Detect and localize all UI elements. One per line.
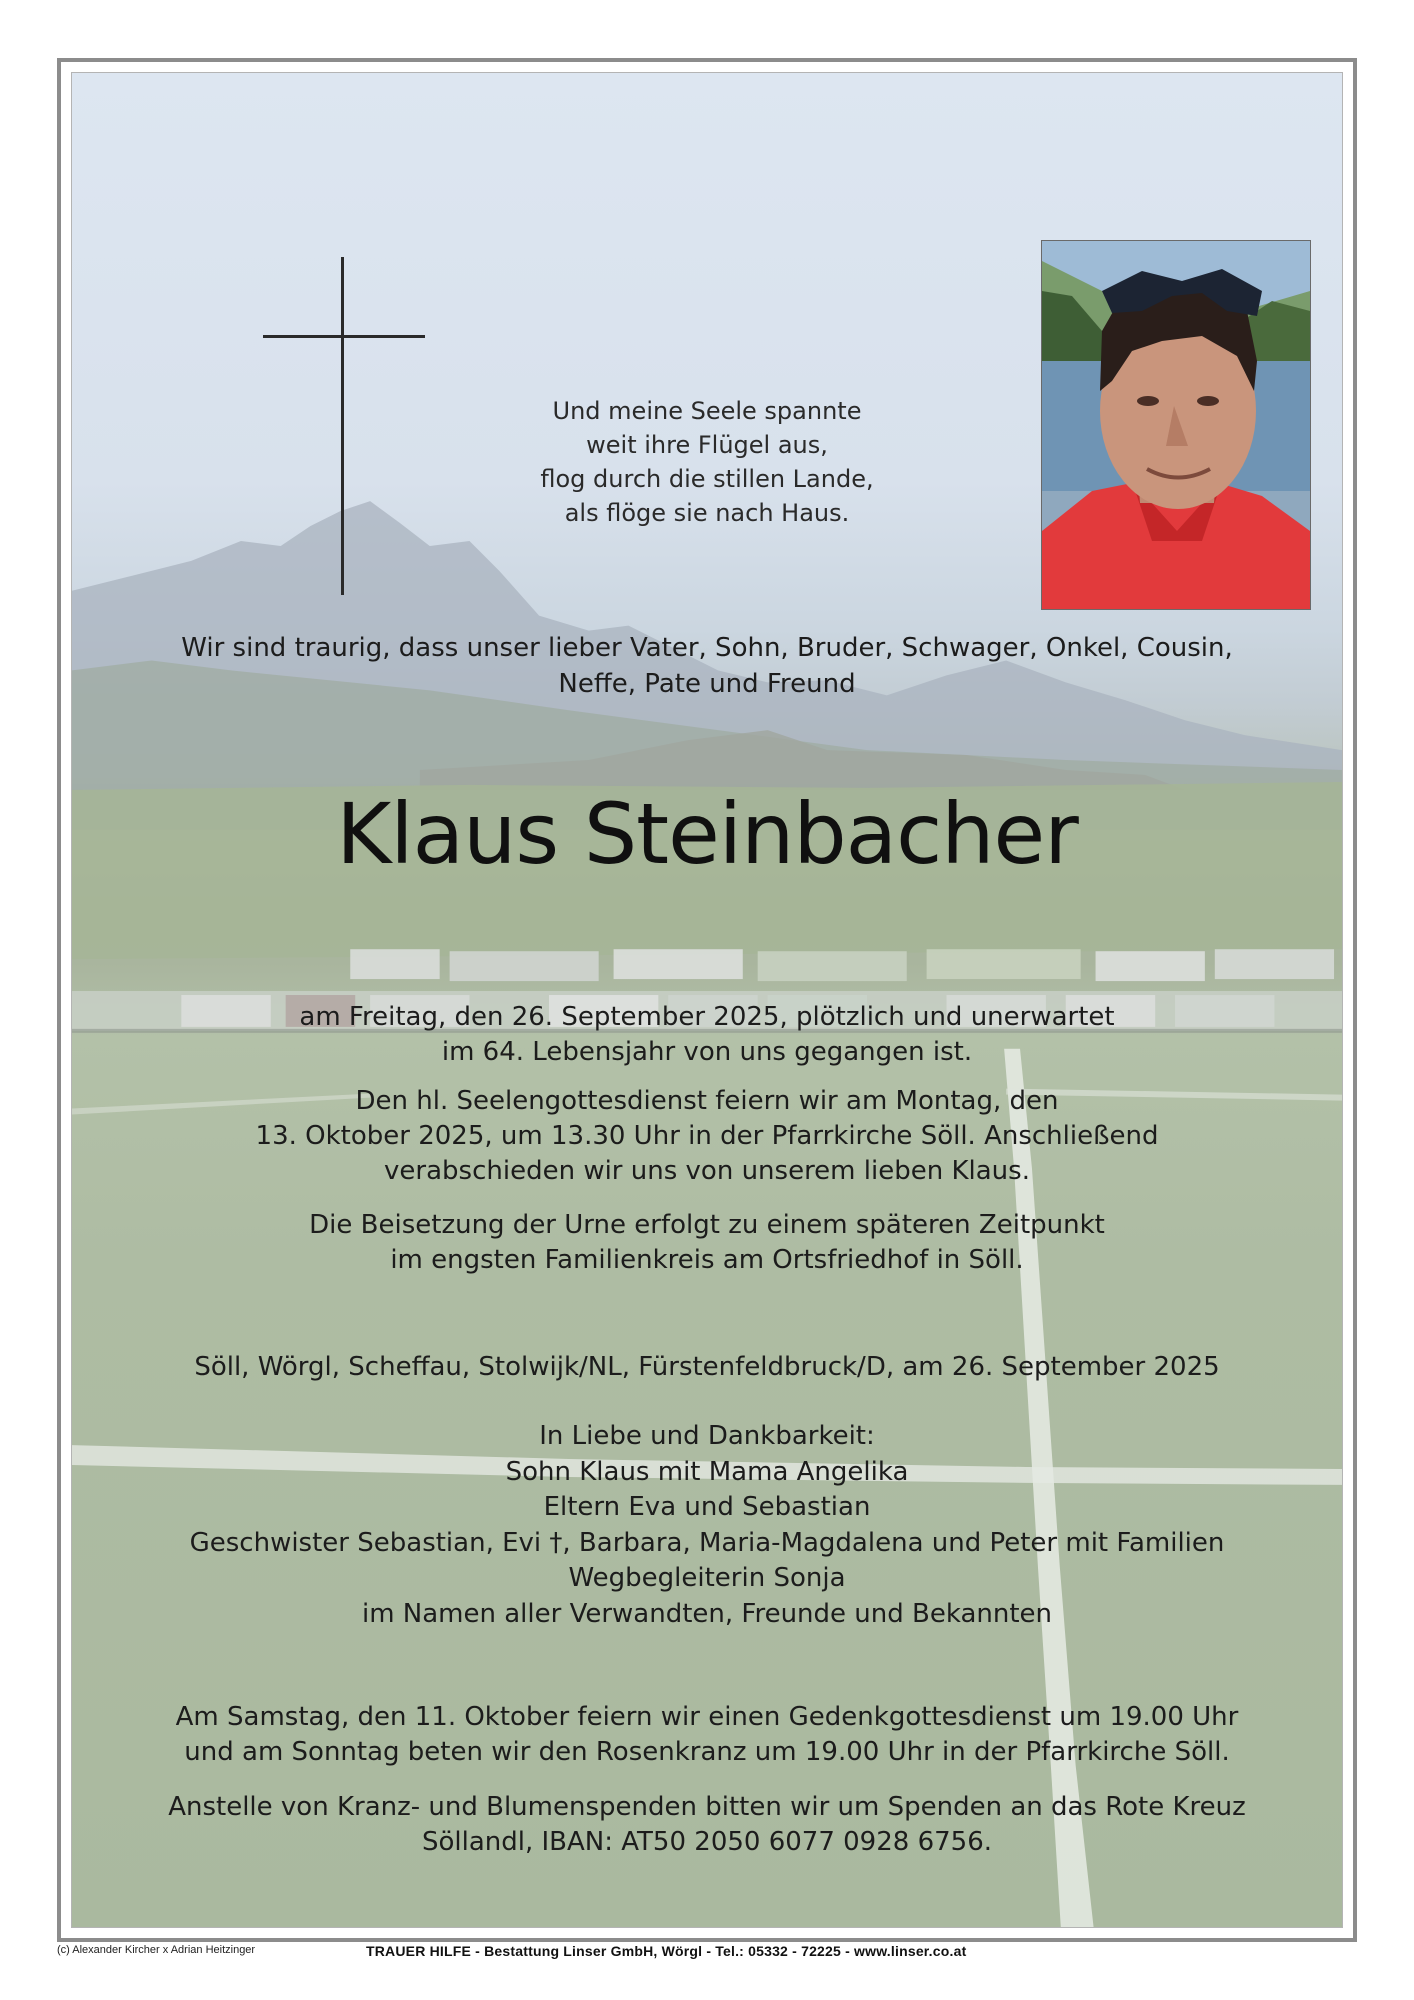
burial-notice-line: im engsten Familienkreis am Ortsfriedhof in Söll. xyxy=(390,1245,1024,1275)
cross-icon-bar xyxy=(263,335,425,338)
footer-imprint: TRAUER HILFE - Bestattung Linser GmbH, Wörgl - Tel.: 05332 - 72225 - www.linser.co.at xyxy=(366,1943,967,1959)
mass-notice-line: verabschieden wir uns von unserem lieben Klaus. xyxy=(384,1156,1030,1186)
poem-line: als flöge sie nach Haus. xyxy=(564,499,850,527)
intro-line: Wir sind traurig, dass unser lieber Vater, Sohn, Bruder, Schwager, Onkel, Cousin, xyxy=(181,633,1233,663)
photo-copyright: (c) Alexander Kircher x Adrian Heitzinger xyxy=(57,1944,256,1956)
poem-line: weit ihre Flügel aus, xyxy=(586,431,828,459)
mass-notice-line: 13. Oktober 2025, um 13.30 Uhr in der Pfarrkirche Söll. Anschließend xyxy=(255,1121,1159,1151)
places-date: Söll, Wörgl, Scheffau, Stolwijk/NL, Fürstenfeldbruck/D, am 26. September 2025 xyxy=(194,1352,1220,1382)
mass-notice xyxy=(60,1084,1354,1189)
death-notice-line: am Freitag, den 26. September 2025, plötzlich und unerwartet xyxy=(299,1002,1115,1032)
poem-line: Und meine Seele spannte xyxy=(552,397,862,425)
memorial-notice-line: Am Samstag, den 11. Oktober feiern wir einen Gedenkgottesdienst um 19.00 Uhr xyxy=(175,1702,1239,1732)
donation-notice-line: Anstelle von Kranz- und Blumenspenden bitten wir um Spenden an das Rote Kreuz xyxy=(168,1792,1246,1822)
deceased-name: Klaus Steinbacher xyxy=(336,785,1078,883)
donation-notice-line: Söllandl, IBAN: AT50 2050 6077 0928 6756. xyxy=(421,1827,993,1857)
mourners-line: Sohn Klaus mit Mama Angelika xyxy=(505,1456,909,1487)
mourners-line: Wegbegleiterin Sonja xyxy=(568,1563,846,1593)
mourners-line: im Namen aller Verwandten, Freunde und Bekannten xyxy=(361,1598,1053,1629)
mourners-line: Eltern Eva und Sebastian xyxy=(543,1492,871,1522)
memorial-notice xyxy=(60,1700,1354,1770)
mourners-list xyxy=(60,1419,1354,1632)
death-notice xyxy=(60,1000,1354,1070)
death-notice-line: im 64. Lebensjahr von uns gegangen ist. xyxy=(441,1037,973,1067)
mourners-line: In Liebe und Dankbarkeit: xyxy=(539,1421,875,1451)
intro-line: Neffe, Pate und Freund xyxy=(558,669,856,699)
poem-line: flog durch die stillen Lande, xyxy=(540,465,874,493)
burial-notice-line: Die Beisetzung der Urne erfolgt zu einem späteren Zeitpunkt xyxy=(309,1210,1105,1240)
mass-notice-line: Den hl. Seelengottesdienst feiern wir am Montag, den xyxy=(355,1086,1059,1116)
burial-notice xyxy=(60,1208,1354,1278)
mourners-line: Geschwister Sebastian, Evi †, Barbara, Maria-Magdalena und Peter mit Familien xyxy=(189,1527,1225,1558)
poem xyxy=(60,394,1354,530)
memorial-notice-line: und am Sonntag beten wir den Rosenkranz um 19.00 Uhr in der Pfarrkirche Söll. xyxy=(184,1737,1230,1767)
intro-text xyxy=(60,630,1354,702)
donation-notice xyxy=(60,1790,1354,1860)
